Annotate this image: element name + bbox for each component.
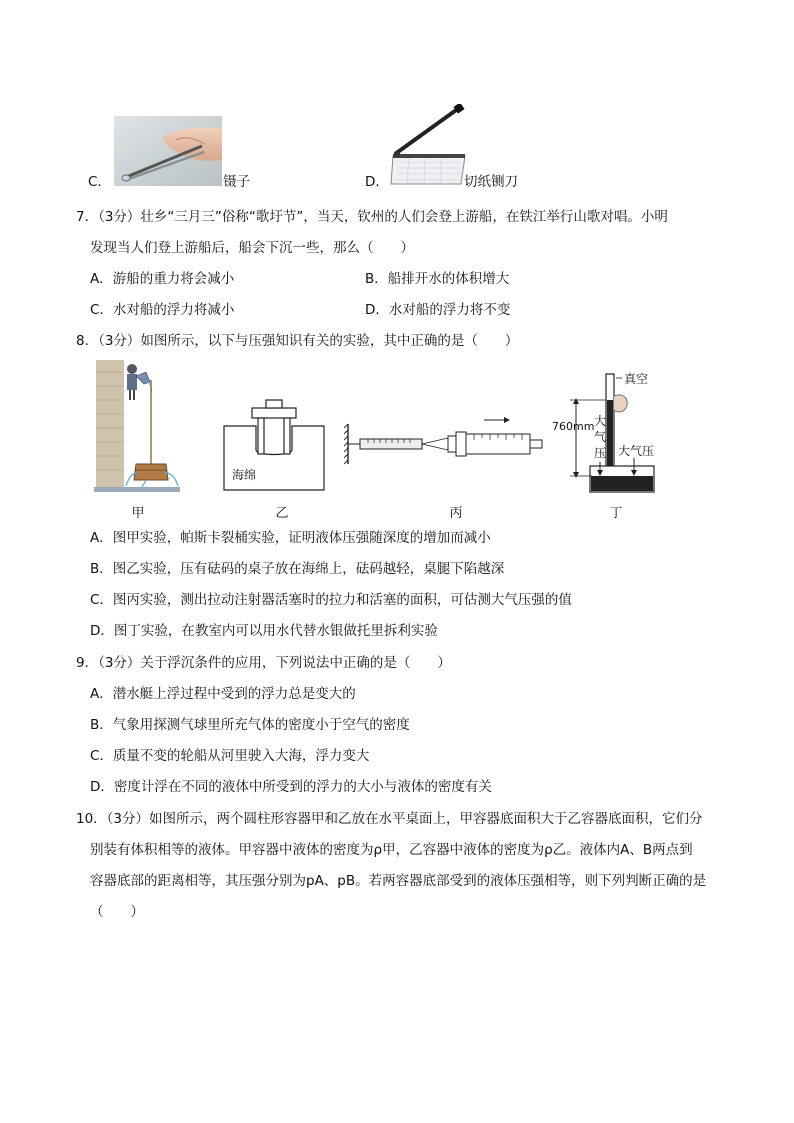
atm-vertical-2: 气 <box>594 430 607 444</box>
question-stem-line: 别装有体积相等的液体。甲容器中液体的密度为ρ甲，乙容器中液体的密度为ρ乙。液体内A、B两点到 <box>90 842 693 858</box>
option-text: 切纸铡刀 <box>464 174 518 190</box>
option-d: D．密度计浮在不同的液体中所受到的浮力的大小与液体的密度有关 <box>90 779 492 795</box>
option-d: D．水对船的浮力将不变 <box>365 302 511 318</box>
question-stem: 9．（3分）关于浮沉条件的应用，下列说法中正确的是（ ） <box>76 655 451 671</box>
option-a: A．游船的重力将会减小 <box>90 271 235 287</box>
caption-bing: 丙 <box>449 506 463 521</box>
atm-label: 大气压 <box>618 444 655 458</box>
tweezers-photo <box>114 116 222 186</box>
question-10 <box>76 804 776 928</box>
question-9 <box>76 648 766 803</box>
question-stem: 发现当人们登上游船后，船会下沉一些，那么（ ） <box>90 240 414 256</box>
vacuum-label: 真空 <box>624 372 649 386</box>
option-letter: C． <box>88 174 111 190</box>
question-8-options <box>90 523 770 647</box>
figure-jia-pascal-barrel <box>94 360 180 492</box>
option-letter: D． <box>365 174 389 190</box>
question-8-stem: 8．（3分）如图所示，以下与压强知识有关的实验，其中正确的是（ ） <box>76 333 519 349</box>
q6-option-c <box>88 116 288 192</box>
figure-ding-torricelli <box>552 366 664 494</box>
figure-bing-syringe <box>344 408 544 478</box>
sponge-label: 海绵 <box>232 468 257 482</box>
option-c: C．图丙实验，测出拉动注射器活塞时的拉力和活塞的面积，可估测大气压强的值 <box>90 592 572 608</box>
option-b: B．船排开水的体积增大 <box>365 271 510 287</box>
paper-cutter-photo <box>389 104 469 186</box>
caption-jia: 甲 <box>131 506 145 521</box>
figure-yi-sponge <box>222 398 326 492</box>
option-d: D．图丁实验，在教室内可以用水代替水银做托里拆利实验 <box>90 623 438 639</box>
caption-yi: 乙 <box>275 506 289 521</box>
question-stem-line: 容器底部的距离相等，其压强分别为pA、pB。若两容器底部受到的液体压强相等，则下列判断正确的是 <box>90 873 707 889</box>
caption-ding: 丁 <box>609 506 623 521</box>
option-a: A．潜水艇上浮过程中受到的浮力总是变大的 <box>90 686 356 702</box>
option-b: B．气象用探测气球里所充气体的密度小于空气的密度 <box>90 717 410 733</box>
height-label: 760mm <box>552 420 595 433</box>
option-text: 镊子 <box>223 174 250 190</box>
question-stem-line: （ ） <box>90 904 144 920</box>
option-a: A．图甲实验，帕斯卡裂桶实验，证明液体压强随深度的增加而减小 <box>90 530 491 546</box>
question-stem: 7．（3分）壮乡“三月三”俗称“歌圩节”，当天，钦州的人们会登上游船，在铁江举行山歌对唱。小明 <box>76 209 668 225</box>
option-c: C．质量不变的轮船从河里驶入大海，浮力变大 <box>90 748 370 764</box>
atm-vertical-3: 压 <box>594 446 607 460</box>
atm-vertical-1: 大 <box>594 414 607 428</box>
question-7 <box>76 202 756 326</box>
q6-option-d <box>365 104 565 194</box>
question-stem-line: 10．（3分）如图所示，两个圆柱形容器甲和乙放在水平桌面上，甲容器底面积大于乙容器底面积，它们分 <box>76 811 703 827</box>
option-c: C．水对船的浮力将减小 <box>90 302 235 318</box>
option-b: B．图乙实验，压有砝码的桌子放在海绵上，砝码越轻，桌腿下陷越深 <box>90 561 505 577</box>
